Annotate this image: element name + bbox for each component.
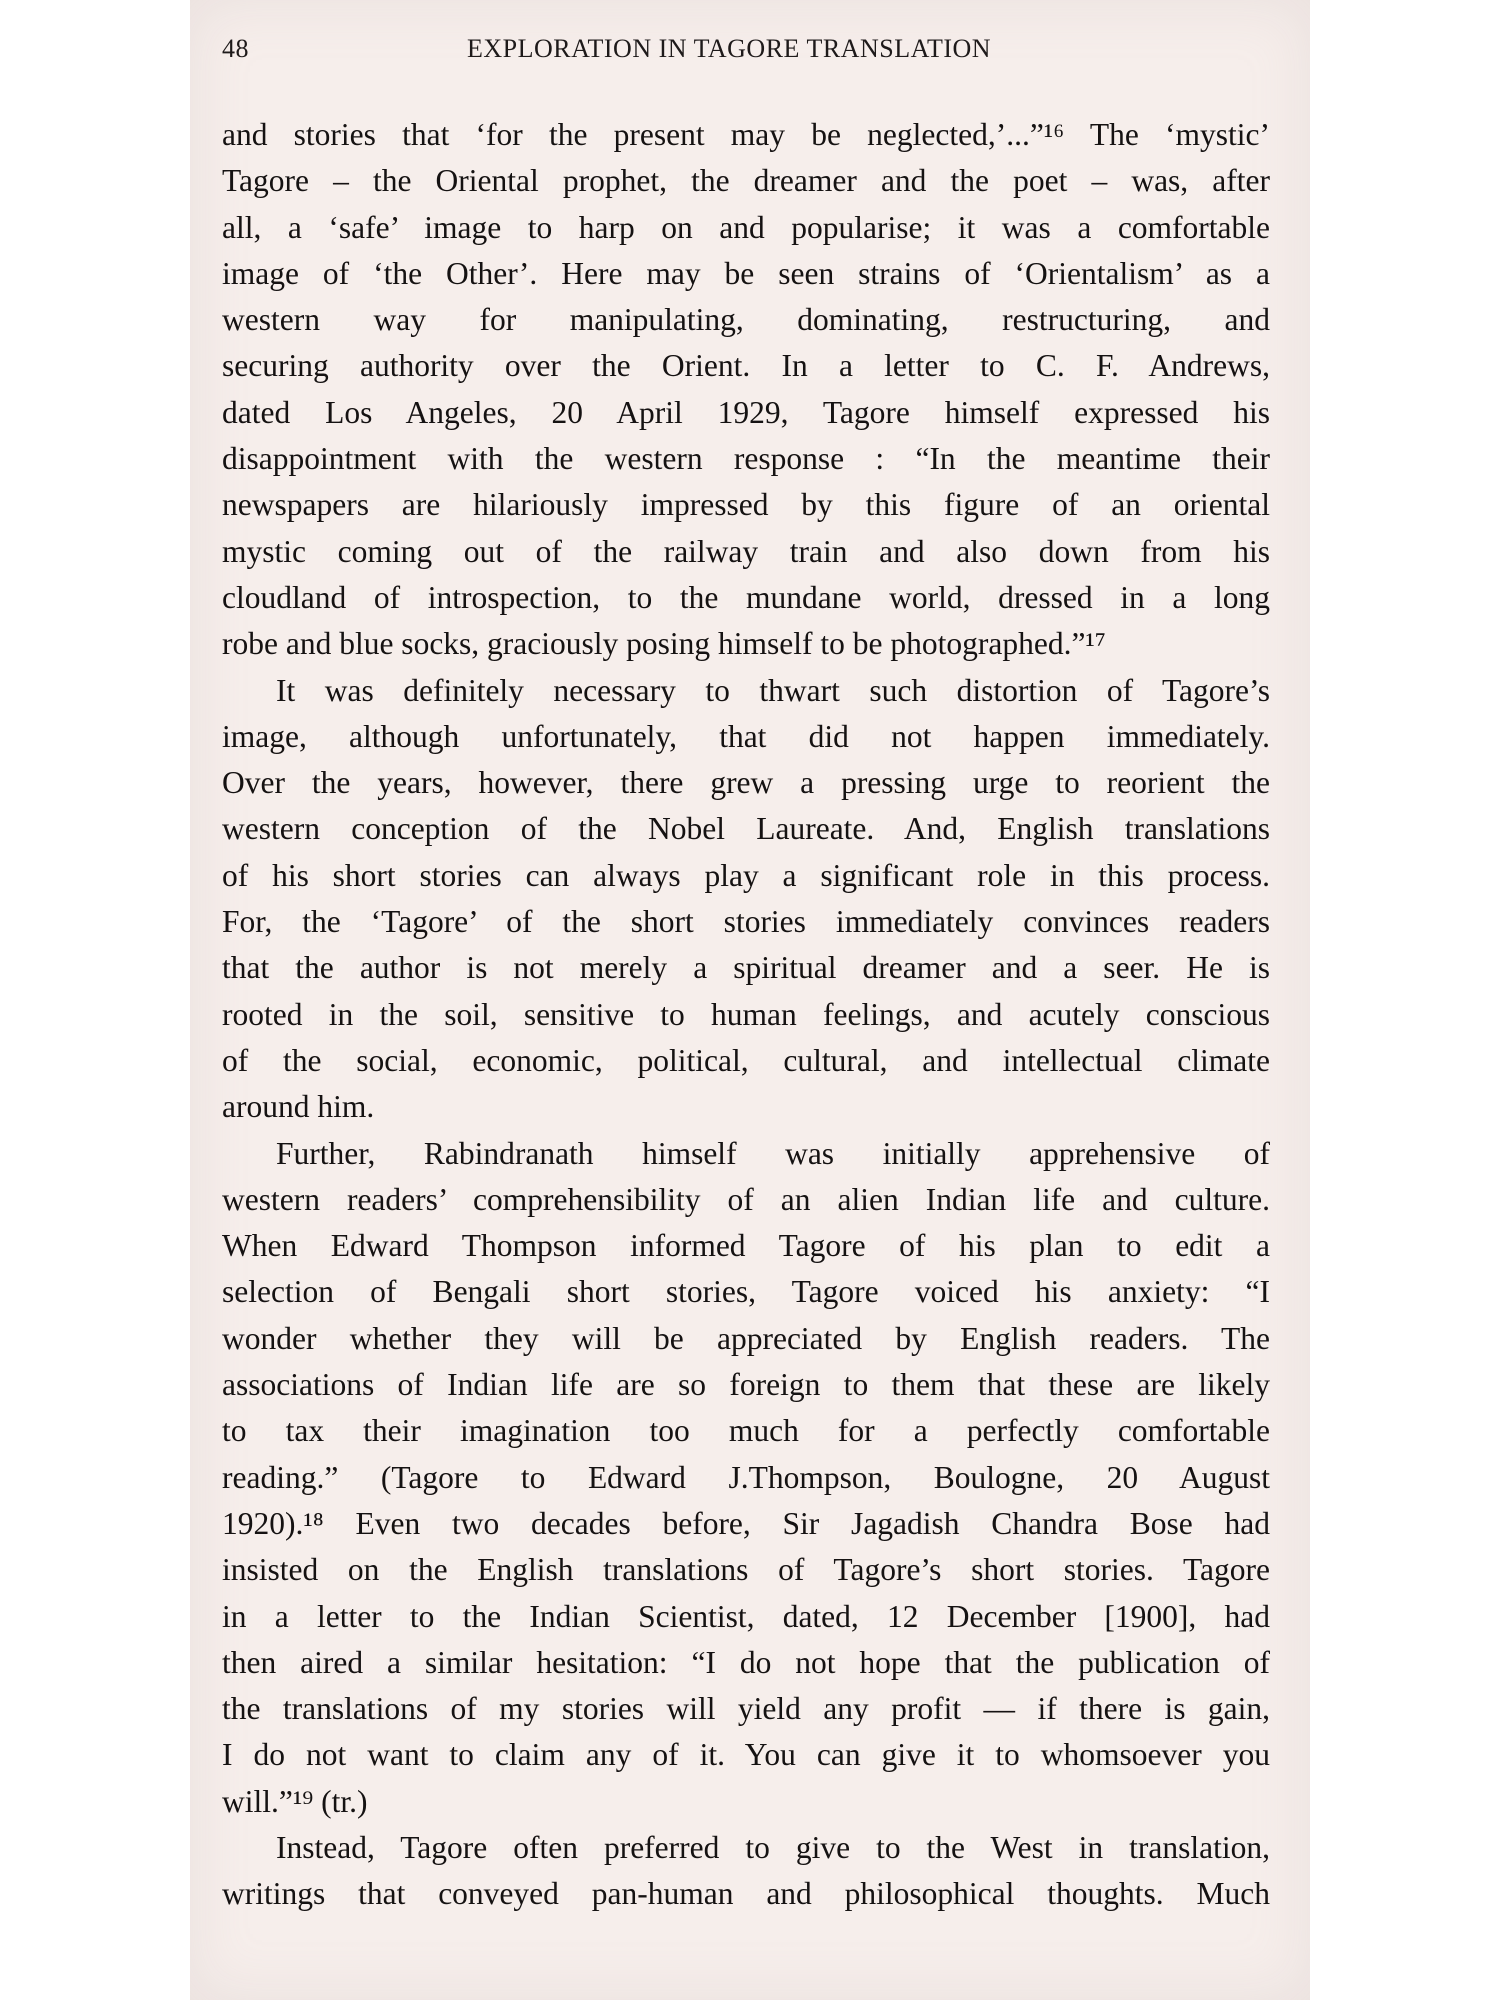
- page-number: 48: [222, 34, 249, 63]
- body-text: [222, 112, 1270, 1918]
- text-line: 1920).¹⁸ Even two decades before, Sir Jagadish Chandra Bose had: [222, 1505, 1270, 1541]
- text-line: robe and blue socks, graciously posing himself to be photographed.”¹⁷: [222, 626, 1106, 662]
- text-line: western conception of the Nobel Laureate. And, English translations: [222, 811, 1270, 847]
- text-line: insisted on the English translations of Tagore’s short stories. Tagore: [222, 1552, 1270, 1588]
- text-line: writings that conveyed pan-human and philosophical thoughts. Much: [222, 1876, 1270, 1912]
- running-title: EXPLORATION IN TAGORE TRANSLATION: [467, 34, 992, 63]
- paragraph: [222, 1825, 1270, 1918]
- text-line: Instead, Tagore often preferred to give to the West in translation,: [276, 1829, 1270, 1865]
- text-line: in a letter to the Indian Scientist, dated, 12 December [1900], had: [222, 1598, 1270, 1634]
- text-line: dated Los Angeles, 20 April 1929, Tagore himself expressed his: [222, 394, 1270, 430]
- text-line: to tax their imagination too much for a perfectly comfortable: [222, 1413, 1270, 1449]
- text-line: selection of Bengali short stories, Tagore voiced his anxiety: “I: [222, 1274, 1270, 1310]
- text-line: all, a ‘safe’ image to harp on and popularise; it was a comfortable: [222, 209, 1270, 245]
- text-line: Further, Rabindranath himself was initially apprehensive of: [276, 1135, 1270, 1171]
- text-line: image of ‘the Other’. Here may be seen strains of ‘Orientalism’ as a: [222, 255, 1270, 291]
- text-line: Over the years, however, there grew a pressing urge to reorient the: [222, 765, 1270, 801]
- text-line: western way for manipulating, dominating, restructuring, and: [222, 302, 1270, 338]
- text-line: It was definitely necessary to thwart such distortion of Tagore’s: [276, 672, 1270, 708]
- text-line: rooted in the soil, sensitive to human feelings, and acutely conscious: [222, 996, 1270, 1032]
- text-line: the translations of my stories will yield any profit — if there is gain,: [222, 1691, 1270, 1727]
- paragraph: [222, 112, 1270, 668]
- text-line: associations of Indian life are so foreign to them that these are likely: [222, 1367, 1270, 1403]
- text-line: then aired a similar hesitation: “I do not hope that the publication of: [222, 1644, 1270, 1680]
- text-line: When Edward Thompson informed Tagore of his plan to edit a: [222, 1228, 1270, 1264]
- text-line: cloudland of introspection, to the mundane world, dressed in a long: [222, 579, 1270, 615]
- text-line: image, although unfortunately, that did not happen immediately.: [222, 718, 1270, 754]
- page-header: [222, 34, 1282, 78]
- text-line: western readers’ comprehensibility of an alien Indian life and culture.: [222, 1181, 1270, 1217]
- text-line: of his short stories can always play a significant role in this process.: [222, 857, 1270, 893]
- text-line: wonder whether they will be appreciated by English readers. The: [222, 1320, 1270, 1356]
- text-line: reading.” (Tagore to Edward J.Thompson, Boulogne, 20 August: [222, 1459, 1270, 1495]
- text-line: mystic coming out of the railway train and also down from his: [222, 533, 1270, 569]
- text-line: I do not want to claim any of it. You can give it to whomsoever you: [222, 1737, 1270, 1773]
- text-line: around him.: [222, 1089, 375, 1125]
- text-line: of the social, economic, political, cultural, and intellectual climate: [222, 1042, 1270, 1078]
- text-line: securing authority over the Orient. In a letter to C. F. Andrews,: [222, 348, 1270, 384]
- book-page: [190, 0, 1310, 2000]
- text-line: disappointment with the western response : “In the meantime their: [222, 441, 1270, 477]
- paragraph: [222, 1131, 1270, 1825]
- text-line: that the author is not merely a spiritual dreamer and a seer. He is: [222, 950, 1270, 986]
- text-line: For, the ‘Tagore’ of the short stories immediately convinces readers: [222, 904, 1270, 940]
- text-line: will.”¹⁹ (tr.): [222, 1783, 368, 1819]
- text-line: newspapers are hilariously impressed by this figure of an oriental: [222, 487, 1270, 523]
- text-line: and stories that ‘for the present may be neglected,’...”¹⁶ The ‘mystic’: [222, 117, 1270, 152]
- paragraph: [222, 668, 1270, 1131]
- text-line: Tagore – the Oriental prophet, the dreamer and the poet – was, after: [222, 163, 1270, 199]
